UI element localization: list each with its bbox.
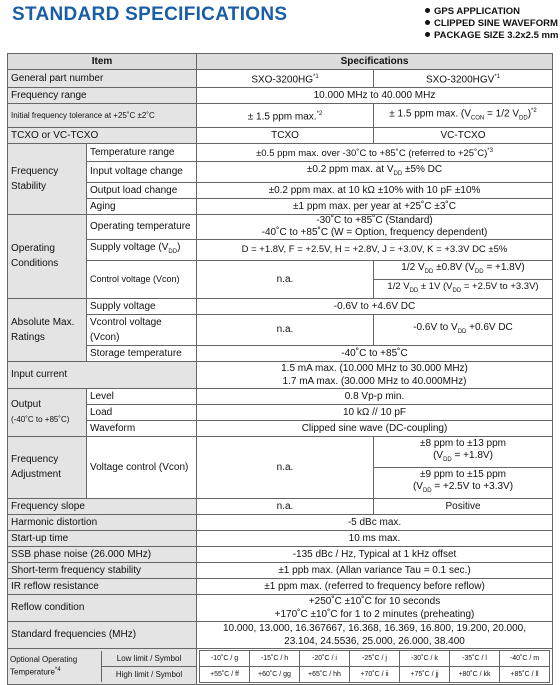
- row-label: Standard frequencies (MHz): [8, 621, 197, 648]
- table-row: [8, 182, 553, 198]
- cell-value: ±1 ppm max. per year at +25˚C ±3˚C: [197, 198, 553, 214]
- row-label: General part number: [8, 70, 197, 88]
- bullet-icon: [425, 20, 430, 25]
- limit-cell: -40˚C / m: [500, 650, 550, 666]
- cell-value: ±0.5 ppm max. over -30˚C to +85˚C (referred to +25˚C)$^{*3}$: [197, 143, 553, 161]
- limit-cell: +80˚C / kk: [450, 666, 500, 682]
- cell-value: 0.8 Vp-p min.: [197, 388, 553, 404]
- cell-value: ± 1.5 ppm max. ($V_{CON} = 1/2$ $V_{DD})^{*2}$: [374, 104, 553, 127]
- cell-value: VC-TCXO: [374, 127, 553, 143]
- cell-value: 1.5 mA max. (10.000 MHz to 30.000 MHz) 1.7 mA max. (30.000 MHz to 40.000MHz): [197, 361, 553, 388]
- cell-value: -40˚C to +85˚C: [197, 345, 553, 361]
- table-row: [8, 562, 553, 578]
- high-limit-label: High limit / Symbol: [102, 666, 197, 682]
- group-label: Frequency Stability: [8, 143, 87, 214]
- cell-value: n.a.: [197, 314, 374, 345]
- low-limit-row: [200, 650, 550, 666]
- row-label: Level: [87, 388, 197, 404]
- limit-cell: -30˚C / k: [400, 650, 450, 666]
- cell-value: TCXO: [197, 127, 374, 143]
- bullet-icon: [425, 32, 430, 37]
- table-row: [8, 345, 553, 361]
- row-label: Control voltage (Vcon): [87, 260, 197, 298]
- table-row: [8, 594, 553, 621]
- cell-value: ±9 ppm to ±15 ppm ($V_{DD} = +2.5V$ to +3.3V): [374, 467, 553, 498]
- cell-value: Clipped sine wave (DC-coupling): [197, 420, 553, 436]
- table-row: [8, 361, 553, 388]
- table-row: [8, 88, 553, 104]
- cell-value: n.a.: [197, 498, 374, 514]
- table-header-row: [8, 54, 553, 70]
- group-label: Frequency Adjustment: [8, 436, 87, 498]
- cell-value: ±0.2 ppm max. at 10 kΩ ±10% with 10 pF ±10%: [197, 182, 553, 198]
- table-row: [8, 621, 553, 648]
- limit-cell: -10˚C / g: [200, 650, 250, 666]
- feature-item: [425, 18, 558, 30]
- row-label: Operating temperature: [87, 214, 197, 239]
- table-row: [8, 420, 553, 436]
- limit-cell: -15˚C / h: [250, 650, 300, 666]
- row-label: Vcontrol voltage (Vcon): [87, 314, 197, 345]
- table-row: [8, 214, 553, 239]
- feature-text: GPS APPLICATION: [434, 6, 521, 17]
- opt-temp-label-table: [8, 651, 196, 682]
- group-label: Output (-40˚C to +85˚C): [8, 388, 87, 436]
- row-label: Output load change: [87, 182, 197, 198]
- cell-value: -0.6V to +4.6V DC: [197, 298, 553, 314]
- limit-cell: +85˚C / ll: [500, 666, 550, 682]
- table-row: [8, 648, 553, 684]
- cell-value: 10.000 MHz to 40.000 MHz: [197, 88, 553, 104]
- cell-value: -30˚C to +85˚C (Standard) -40˚C to +85˚C (W = Option, frequency dependent): [197, 214, 553, 239]
- table-row: [8, 498, 553, 514]
- cell-value: n.a.: [197, 436, 374, 498]
- feature-item: [425, 30, 558, 42]
- row-label: TCXO or VC-TCXO: [8, 127, 197, 143]
- row-label: Supply voltage: [87, 298, 197, 314]
- cell-value: ±8 ppm to ±13 ppm $(V_{DD} = +1.8V)$: [374, 436, 553, 467]
- cell-value: 1/2 $V_{DD} \pm 0.8V$ $(V_{DD} = +1.8V)$: [374, 260, 553, 279]
- cell-value: ± 1.5 ppm max.$^{*2}$: [197, 104, 374, 127]
- row-label: Short-term frequency stability: [8, 562, 197, 578]
- limit-cell: +60˚C / gg: [250, 666, 300, 682]
- feature-list: [425, 6, 558, 42]
- row-label: Initial frequency tolerance at +25˚C ±2˚C: [8, 104, 197, 127]
- opt-temp-values: [197, 648, 553, 684]
- feature-item: [425, 6, 558, 18]
- row-label: Start-up time: [8, 530, 197, 546]
- row-label: Aging: [87, 198, 197, 214]
- table-row: [8, 143, 553, 161]
- cell-value: -5 dBc max.: [197, 514, 553, 530]
- page-title: STANDARD SPECIFICATIONS: [12, 4, 288, 25]
- row-label: Input voltage change: [87, 161, 197, 182]
- opt-temp-cell: [8, 648, 197, 684]
- col-header-item: Item: [8, 54, 197, 70]
- row-label: IR reflow resistance: [8, 578, 197, 594]
- row-label: Voltage control (Vcon): [87, 436, 197, 498]
- row-label: Storage temperature: [87, 345, 197, 361]
- cell-value: -135 dBc / Hz, Typical at 1 kHz offset: [197, 546, 553, 562]
- table-row: [8, 104, 553, 127]
- cell-value: SXO-3200HG$^{*1}$: [197, 70, 374, 88]
- table-row: [8, 404, 553, 420]
- spec-table: [7, 53, 553, 685]
- row-label: Load: [87, 404, 197, 420]
- cell-value: 10 ms max.: [197, 530, 553, 546]
- low-limit-label: Low limit / Symbol: [102, 651, 197, 667]
- row-label: Frequency range: [8, 88, 197, 104]
- table-row: [8, 578, 553, 594]
- cell-value: -0.6V to $V_{DD} +0.6V$ DC: [374, 314, 553, 345]
- bullet-icon: [425, 8, 430, 13]
- table-row: [8, 314, 553, 345]
- high-limit-row: [200, 666, 550, 682]
- row-label: SSB phase noise (26.000 MHz): [8, 546, 197, 562]
- limit-cell: +70˚C / ii: [350, 666, 400, 682]
- table-row: [8, 127, 553, 143]
- cell-value: D = +1.8V, F = +2.5V, H = +2.8V, J = +3.0V, K = +3.3V DC ±5%: [197, 239, 553, 260]
- table-row: [8, 530, 553, 546]
- opt-temp-grid: [199, 650, 550, 683]
- limit-cell: -35˚C / l: [450, 650, 500, 666]
- cell-value: Positive: [374, 498, 553, 514]
- table-row: [8, 514, 553, 530]
- group-label: Absolute Max. Ratings: [8, 298, 87, 361]
- table-row: [8, 239, 553, 260]
- row-label: Supply voltage $(V_{DD})$: [87, 239, 197, 260]
- table-row: [8, 198, 553, 214]
- col-header-spec: Specifications: [197, 54, 553, 70]
- table-row: [8, 388, 553, 404]
- cell-value: 10 kΩ // 10 pF: [197, 404, 553, 420]
- limit-cell: +55˚C / ff: [200, 666, 250, 682]
- cell-value: ±1 ppm max. (referred to frequency before reflow): [197, 578, 553, 594]
- row-label: Input current: [8, 361, 197, 388]
- row-label: Frequency slope: [8, 498, 197, 514]
- cell-value: SXO-3200HGV$^{*1}$: [374, 70, 553, 88]
- table-row: [8, 161, 553, 182]
- cell-value: ±0.2 ppm max. at $V_{DD} \pm 5\%$ DC: [197, 161, 553, 182]
- table-row: [8, 546, 553, 562]
- cell-value: n.a.: [197, 260, 374, 298]
- row-label: Harmonic distortion: [8, 514, 197, 530]
- table-row: [8, 298, 553, 314]
- row-label: Waveform: [87, 420, 197, 436]
- row-label: Reflow condition: [8, 594, 197, 621]
- table-row: [8, 436, 553, 467]
- limit-cell: -20˚C / i: [300, 650, 350, 666]
- row-label: Temperature range: [87, 143, 197, 161]
- table-row: [8, 70, 553, 88]
- cell-value: 1/2 $V_{DD} \pm 1V$ ($V_{DD} = +2.5V$ to +3.3V): [374, 279, 553, 298]
- limit-cell: +75˚C / jj: [400, 666, 450, 682]
- group-label: Operating Conditions: [8, 214, 87, 298]
- table-row: [8, 260, 553, 279]
- feature-text: CLIPPED SINE WAVEFORM: [434, 18, 558, 29]
- feature-text: PACKAGE SIZE 3.2x2.5 mm: [434, 30, 559, 41]
- limit-cell: +65˚C / hh: [300, 666, 350, 682]
- cell-value: +250˚C ±10˚C for 10 seconds +170˚C ±10˚C for 1 to 2 minutes (preheating): [197, 594, 553, 621]
- limit-cell: -25˚C / j: [350, 650, 400, 666]
- cell-value: 10.000, 13.000, 16.367667, 16.368, 16.369, 16.800, 19.200, 20.000, 23.104, 24.5536, 25.000, 26.000, 38.400: [197, 621, 553, 648]
- row-label: Optional Operating Temperature$^{*4}$: [8, 651, 102, 682]
- cell-value: ±1 ppb max. (Allan variance Tau = 0.1 sec.): [197, 562, 553, 578]
